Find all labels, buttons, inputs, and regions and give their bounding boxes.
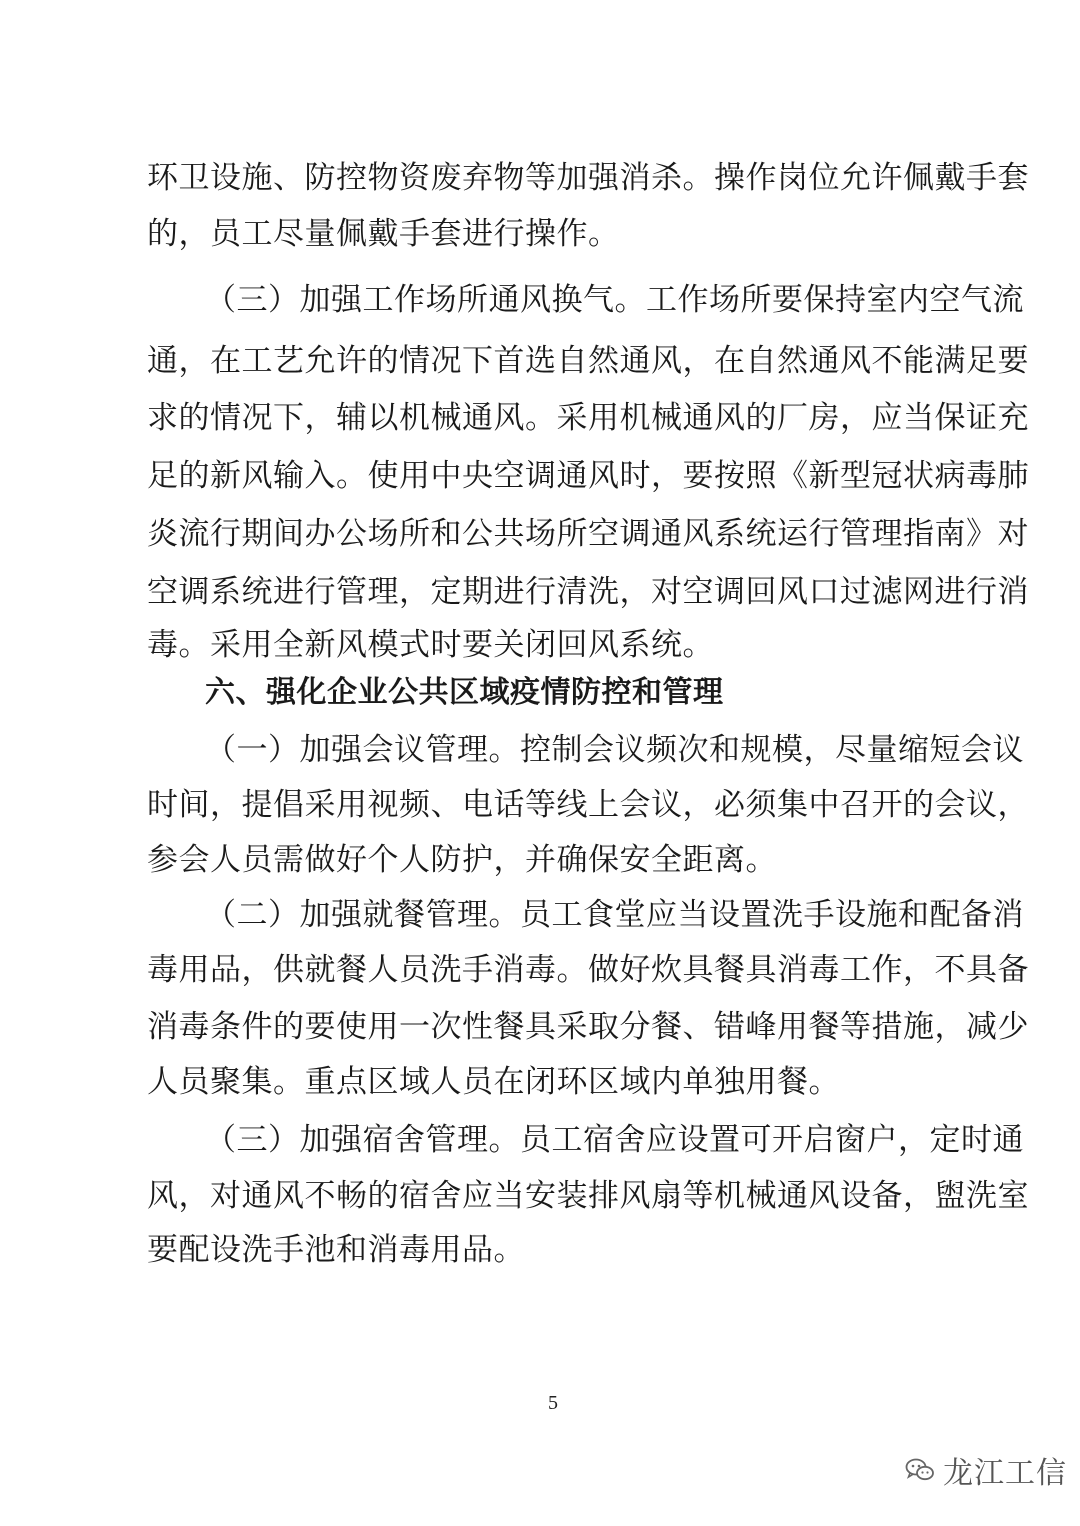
text-line: （三）加强工作场所通风换气。工作场所要保持室内空气流 xyxy=(205,282,1024,318)
wechat-icon xyxy=(905,1457,935,1483)
text-line: 风，对通风不畅的宿舍应当安装排风扇等机械通风设备，盥洗室 xyxy=(147,1178,1029,1214)
text-line: 环卫设施、防控物资废弃物等加强消杀。操作岗位允许佩戴手套 xyxy=(147,160,1029,196)
page-number: 5 xyxy=(548,1392,558,1414)
text-line: 要配设洗手池和消毒用品。 xyxy=(147,1232,525,1268)
text-line: 空调系统进行管理，定期进行清洗，对空调回风口过滤网进行消 xyxy=(147,574,1029,610)
text-line: 时间，提倡采用视频、电话等线上会议，必须集中召开的会议， xyxy=(147,787,1029,823)
watermark xyxy=(905,1450,1067,1490)
watermark-text: 龙江工信 xyxy=(943,1456,1067,1491)
text-line: 人员聚集。重点区域人员在闭环区域内单独用餐。 xyxy=(147,1064,840,1100)
text-line: 毒。采用全新风模式时要关闭回风系统。 xyxy=(147,627,714,663)
text-line: 毒用品，供就餐人员洗手消毒。做好炊具餐具消毒工作，不具备 xyxy=(147,952,1029,988)
text-line: 求的情况下，辅以机械通风。采用机械通风的厂房，应当保证充 xyxy=(147,400,1029,436)
text-line: 足的新风输入。使用中央空调通风时，要按照《新型冠状病毒肺 xyxy=(147,458,1029,494)
text-line: （一）加强会议管理。控制会议频次和规模，尽量缩短会议 xyxy=(205,732,1024,768)
text-line: 通，在工艺允许的情况下首选自然通风，在自然通风不能满足要 xyxy=(147,343,1029,379)
text-line: （三）加强宿舍管理。员工宿舍应设置可开启窗户，定时通 xyxy=(205,1122,1024,1158)
text-line: （二）加强就餐管理。员工食堂应当设置洗手设施和配备消 xyxy=(205,897,1024,933)
text-line: 炎流行期间办公场所和公共场所空调通风系统运行管理指南》对 xyxy=(147,516,1029,552)
text-line: 消毒条件的要使用一次性餐具采取分餐、错峰用餐等措施，减少 xyxy=(147,1009,1029,1045)
text-line: 参会人员需做好个人防护，并确保安全距离。 xyxy=(147,842,777,878)
text-line: 的，员工尽量佩戴手套进行操作。 xyxy=(147,216,620,252)
section-heading: 六、强化企业公共区域疫情防控和管理 xyxy=(205,675,724,710)
